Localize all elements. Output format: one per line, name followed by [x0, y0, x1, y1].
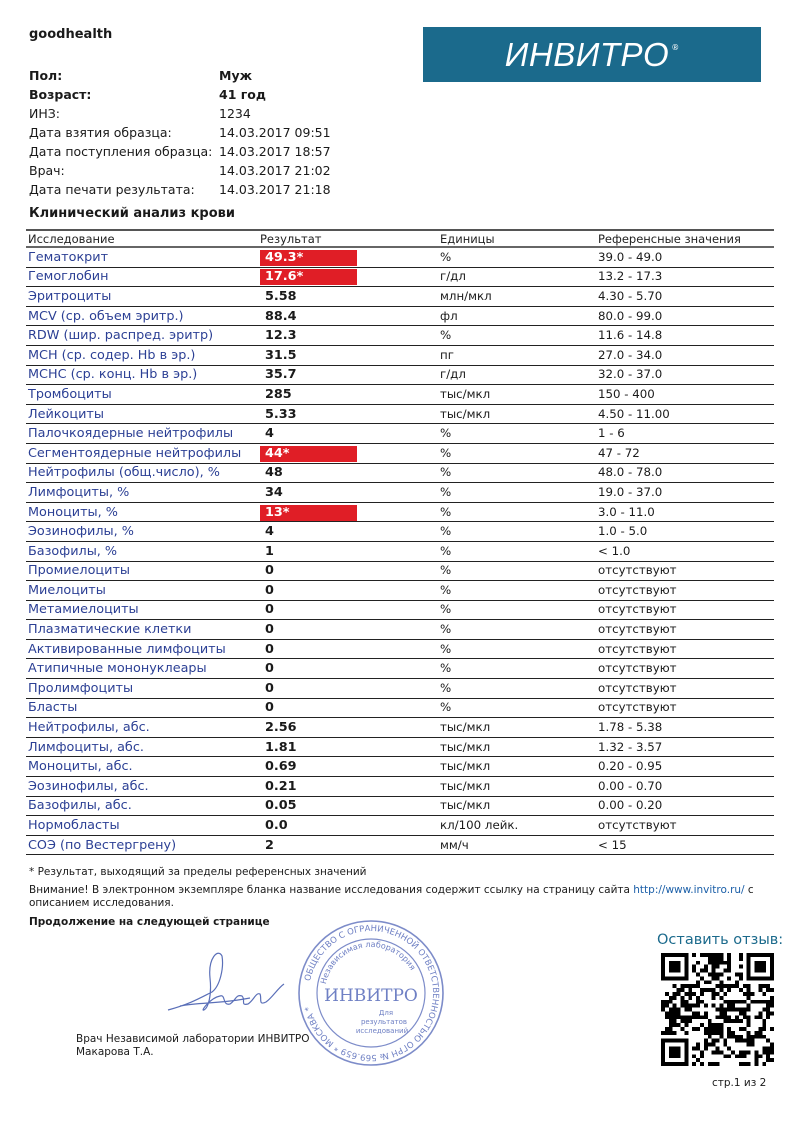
unit-cell: %	[438, 424, 596, 444]
unit-cell: г/дл	[438, 267, 596, 287]
table-row	[26, 502, 774, 522]
test-name-link[interactable]: Эритроциты	[26, 287, 258, 307]
patient-info-row	[29, 142, 331, 161]
col-header-test: Исследование	[26, 230, 258, 247]
unit-cell: %	[438, 502, 596, 522]
reference-cell: 3.0 - 11.0	[596, 502, 774, 522]
reference-cell: отсутствуют	[596, 679, 774, 699]
test-name-link[interactable]: Промиелоциты	[26, 561, 258, 581]
result-value: 0	[265, 602, 274, 618]
test-name-link[interactable]: Нормобласты	[26, 816, 258, 836]
table-row	[26, 777, 774, 797]
doctor-signature-block	[76, 1033, 310, 1059]
leave-review-label: Оставить отзыв:	[657, 932, 784, 948]
reference-cell: 47 - 72	[596, 443, 774, 463]
reference-cell: 0.00 - 0.20	[596, 796, 774, 816]
result-value: 31.5	[265, 347, 297, 363]
test-name-link[interactable]: СОЭ (по Вестергрену)	[26, 835, 258, 855]
result-cell	[258, 816, 438, 836]
result-cell	[258, 620, 438, 640]
test-name-link[interactable]: Базофилы, абс.	[26, 796, 258, 816]
reference-cell: 1 - 6	[596, 424, 774, 444]
logo-text: ИНВИТРО	[504, 35, 670, 73]
doctor-title: Врач Независимой лаборатории ИНВИТРО	[76, 1033, 310, 1045]
result-cell	[258, 600, 438, 620]
result-value-flagged: 44*	[260, 446, 357, 462]
result-cell	[258, 463, 438, 483]
unit-cell: г/дл	[438, 365, 596, 385]
result-value: 285	[265, 386, 292, 402]
result-value: 1	[265, 543, 274, 559]
unit-cell: %	[438, 247, 596, 267]
info-label: Дата взятия образца:	[29, 125, 172, 140]
patient-info-row	[29, 161, 331, 180]
unit-cell: %	[438, 522, 596, 542]
info-label: Дата печати результата:	[29, 182, 195, 197]
col-header-result: Результат	[258, 230, 438, 247]
result-value: 12.3	[265, 328, 297, 344]
result-value: 0	[265, 641, 274, 657]
result-value: 35.7	[265, 367, 297, 383]
result-value: 0.0	[265, 818, 288, 834]
reference-cell: отсутствуют	[596, 561, 774, 581]
reference-cell: 27.0 - 34.0	[596, 345, 774, 365]
test-name-link[interactable]: Нейтрофилы, абс.	[26, 718, 258, 738]
test-name-link[interactable]: Метамиелоциты	[26, 600, 258, 620]
table-row	[26, 267, 774, 287]
unit-cell: фл	[438, 306, 596, 326]
table-row	[26, 306, 774, 326]
unit-cell: %	[438, 483, 596, 503]
result-cell	[258, 267, 438, 287]
test-name-link[interactable]: Сегментоядерные нейтрофилы	[26, 443, 258, 463]
table-row	[26, 698, 774, 718]
info-value: 14.03.2017 21:18	[219, 182, 331, 197]
result-value: 88.4	[265, 308, 297, 324]
test-name-link[interactable]: MCHC (ср. конц. Hb в эр.)	[26, 365, 258, 385]
unit-cell: тыс/мкл	[438, 404, 596, 424]
result-cell	[258, 522, 438, 542]
result-cell	[258, 581, 438, 601]
test-name-link[interactable]: Плазматические клетки	[26, 620, 258, 640]
result-value-flagged: 13*	[260, 505, 357, 521]
unit-cell: млн/мкл	[438, 287, 596, 307]
unit-cell: %	[438, 463, 596, 483]
info-label: Врач:	[29, 163, 65, 178]
result-value: 0.05	[265, 798, 297, 814]
unit-cell: %	[438, 326, 596, 346]
reference-cell: отсутствуют	[596, 659, 774, 679]
result-value: 34	[265, 484, 283, 500]
results-table	[26, 229, 774, 855]
result-cell	[258, 679, 438, 699]
out-of-range-note: * Результат, выходящий за пределы референсных значений	[29, 866, 367, 878]
result-value: 0	[265, 700, 274, 716]
info-value: 14.03.2017 09:51	[219, 125, 331, 140]
reference-cell: 13.2 - 17.3	[596, 267, 774, 287]
result-cell	[258, 659, 438, 679]
test-name-link[interactable]: Тромбоциты	[26, 385, 258, 405]
col-header-reference: Референсные значения	[596, 230, 774, 247]
warning-note	[29, 884, 769, 910]
svg-text:Независимая лаборатория: Независимая лаборатория	[318, 939, 418, 985]
unit-cell: тыс/мкл	[438, 385, 596, 405]
table-row	[26, 365, 774, 385]
patient-info-row	[29, 180, 331, 199]
result-value: 5.58	[265, 288, 297, 304]
table-row	[26, 522, 774, 542]
result-value: 0.21	[265, 778, 297, 794]
reference-cell: 39.0 - 49.0	[596, 247, 774, 267]
signature-icon	[160, 948, 290, 1023]
test-name-link[interactable]: Бласты	[26, 698, 258, 718]
unit-cell: мм/ч	[438, 835, 596, 855]
unit-cell: %	[438, 443, 596, 463]
registered-mark-icon: ®	[671, 43, 680, 52]
warning-text-end: с описанием исследования.	[29, 884, 754, 909]
result-cell	[258, 483, 438, 503]
table-row	[26, 796, 774, 816]
table-row	[26, 757, 774, 777]
unit-cell: %	[438, 679, 596, 699]
result-cell	[258, 718, 438, 738]
unit-cell: %	[438, 561, 596, 581]
table-row	[26, 581, 774, 601]
unit-cell: %	[438, 600, 596, 620]
test-name-link[interactable]: Лейкоциты	[26, 404, 258, 424]
table-row	[26, 541, 774, 561]
table-row	[26, 404, 774, 424]
table-header-row	[26, 230, 774, 247]
reference-cell: 150 - 400	[596, 385, 774, 405]
reference-cell: отсутствуют	[596, 816, 774, 836]
table-row	[26, 561, 774, 581]
result-value: 4	[265, 426, 274, 442]
reference-cell: 1.0 - 5.0	[596, 522, 774, 542]
reference-cell: 48.0 - 78.0	[596, 463, 774, 483]
result-value: 1.81	[265, 739, 297, 755]
patient-info-row	[29, 123, 331, 142]
info-value: 14.03.2017 18:57	[219, 144, 331, 159]
test-name-link[interactable]: Эозинофилы, %	[26, 522, 258, 542]
unit-cell: пг	[438, 345, 596, 365]
reference-cell: < 15	[596, 835, 774, 855]
result-cell	[258, 326, 438, 346]
test-name-link[interactable]: MCH (ср. содер. Hb в эр.)	[26, 345, 258, 365]
unit-cell: %	[438, 620, 596, 640]
continued-note: Продолжение на следующей странице	[29, 916, 270, 928]
result-cell	[258, 443, 438, 463]
test-name-link[interactable]: Гемоглобин	[26, 267, 258, 287]
reference-cell: 32.0 - 37.0	[596, 365, 774, 385]
reference-cell: 4.50 - 11.00	[596, 404, 774, 424]
test-name-link[interactable]: Нейтрофилы (общ.число), %	[26, 463, 258, 483]
result-cell	[258, 365, 438, 385]
result-cell	[258, 796, 438, 816]
table-row	[26, 600, 774, 620]
table-row	[26, 483, 774, 503]
reference-cell: 11.6 - 14.8	[596, 326, 774, 346]
unit-cell: %	[438, 541, 596, 561]
reference-cell: отсутствуют	[596, 581, 774, 601]
section-title: Клинический анализ крови	[29, 206, 235, 221]
result-value: 0	[265, 563, 274, 579]
info-label: ИНЗ:	[29, 106, 60, 121]
test-name-link[interactable]: RDW (шир. распред. эритр)	[26, 326, 258, 346]
result-cell	[258, 777, 438, 797]
result-value: 5.33	[265, 406, 297, 422]
result-cell	[258, 737, 438, 757]
table-row	[26, 835, 774, 855]
unit-cell: тыс/мкл	[438, 757, 596, 777]
reference-cell: 80.0 - 99.0	[596, 306, 774, 326]
result-cell	[258, 424, 438, 444]
reference-cell: 1.78 - 5.38	[596, 718, 774, 738]
result-value-flagged: 49.3*	[260, 250, 357, 266]
patient-info-row	[29, 104, 331, 123]
table-row	[26, 639, 774, 659]
table-row	[26, 424, 774, 444]
info-value: 14.03.2017 21:02	[219, 163, 331, 178]
info-label: Возраст:	[29, 87, 92, 102]
test-name-link[interactable]: Гематокрит	[26, 247, 258, 267]
result-value: 0	[265, 582, 274, 598]
test-name-link[interactable]: Атипичные мононуклеары	[26, 659, 258, 679]
patient-info-row	[29, 85, 331, 104]
reference-cell: отсутствуют	[596, 620, 774, 640]
result-cell	[258, 835, 438, 855]
reference-cell: < 1.0	[596, 541, 774, 561]
result-cell	[258, 306, 438, 326]
test-name-link[interactable]: MCV (ср. объем эритр.)	[26, 306, 258, 326]
test-name-link[interactable]: Моноциты, %	[26, 502, 258, 522]
unit-cell: тыс/мкл	[438, 737, 596, 757]
result-value: 0	[265, 680, 274, 696]
patient-info	[29, 66, 331, 199]
table-row	[26, 385, 774, 405]
unit-cell: тыс/мкл	[438, 777, 596, 797]
table-row	[26, 620, 774, 640]
info-value: 1234	[219, 106, 251, 121]
svg-text:Для: Для	[378, 1009, 394, 1017]
svg-text:ОБЩЕСТВО С ОГРАНИЧЕННОЙ ОТВЕТС: ОБЩЕСТВО С ОГРАНИЧЕННОЙ ОТВЕТСТВЕННОСТЬЮ ОГРН № 569.659 * МОСКВА *	[303, 923, 441, 1063]
result-cell	[258, 404, 438, 424]
result-value: 48	[265, 465, 283, 481]
table-row	[26, 737, 774, 757]
result-cell	[258, 639, 438, 659]
reference-cell: 4.30 - 5.70	[596, 287, 774, 307]
page-number: стр.1 из 2	[712, 1077, 767, 1089]
table-row	[26, 326, 774, 346]
col-header-units: Единицы	[438, 230, 596, 247]
qr-code-icon[interactable]	[661, 953, 774, 1066]
test-name-link[interactable]: Миелоциты	[26, 581, 258, 601]
doctor-name: Макарова Т.А.	[76, 1046, 154, 1058]
patient-info-row	[29, 66, 331, 85]
result-value-flagged: 17.6*	[260, 269, 357, 285]
test-name-link[interactable]: Моноциты, абс.	[26, 757, 258, 777]
lab-stamp-icon	[296, 919, 446, 1067]
info-value: Муж	[219, 68, 253, 83]
table-row	[26, 345, 774, 365]
test-name-link[interactable]: Активированные лимфоциты	[26, 639, 258, 659]
result-cell	[258, 502, 438, 522]
client-name: goodhealth	[29, 27, 113, 42]
table-row	[26, 247, 774, 267]
warning-text: Внимание! В электронном экземпляре бланка название исследования содержит ссылку на страницу сайта	[29, 884, 634, 896]
invitro-link[interactable]: http://www.invitro.ru/	[633, 884, 745, 896]
unit-cell: %	[438, 698, 596, 718]
result-value: 2.56	[265, 720, 297, 736]
result-cell	[258, 247, 438, 267]
result-cell	[258, 385, 438, 405]
unit-cell: %	[438, 581, 596, 601]
test-name-link[interactable]: Пролимфоциты	[26, 679, 258, 699]
unit-cell: %	[438, 659, 596, 679]
result-value: 4	[265, 524, 274, 540]
result-cell	[258, 541, 438, 561]
result-value: 0	[265, 622, 274, 638]
svg-text:ИНВИТРО: ИНВИТРО	[324, 986, 418, 1006]
unit-cell: тыс/мкл	[438, 718, 596, 738]
reference-cell: 1.32 - 3.57	[596, 737, 774, 757]
result-cell	[258, 287, 438, 307]
reference-cell: 0.00 - 0.70	[596, 777, 774, 797]
table-row	[26, 443, 774, 463]
test-name-link[interactable]: Лимфоциты, абс.	[26, 737, 258, 757]
test-name-link[interactable]: Базофилы, %	[26, 541, 258, 561]
table-row	[26, 659, 774, 679]
reference-cell: отсутствуют	[596, 639, 774, 659]
unit-cell: тыс/мкл	[438, 796, 596, 816]
result-cell	[258, 561, 438, 581]
info-value: 41 год	[219, 87, 266, 102]
result-cell	[258, 698, 438, 718]
unit-cell: кл/100 лейк.	[438, 816, 596, 836]
svg-text:исследований: исследований	[355, 1027, 409, 1035]
table-row	[26, 718, 774, 738]
table-row	[26, 816, 774, 836]
test-name-link[interactable]: Лимфоциты, %	[26, 483, 258, 503]
test-name-link[interactable]: Эозинофилы, абс.	[26, 777, 258, 797]
reference-cell: отсутствуют	[596, 698, 774, 718]
info-label: Пол:	[29, 68, 63, 83]
table-row	[26, 463, 774, 483]
reference-cell: 19.0 - 37.0	[596, 483, 774, 503]
unit-cell: %	[438, 639, 596, 659]
svg-text:результатов: результатов	[360, 1018, 408, 1026]
table-row	[26, 287, 774, 307]
table-row	[26, 679, 774, 699]
test-name-link[interactable]: Палочкоядерные нейтрофилы	[26, 424, 258, 444]
result-cell	[258, 345, 438, 365]
reference-cell: 0.20 - 0.95	[596, 757, 774, 777]
result-cell	[258, 757, 438, 777]
reference-cell: отсутствуют	[596, 600, 774, 620]
invitro-logo	[423, 27, 761, 82]
info-label: Дата поступления образца:	[29, 144, 213, 159]
result-value: 0.69	[265, 759, 297, 775]
result-value: 0	[265, 661, 274, 677]
result-value: 2	[265, 837, 274, 853]
